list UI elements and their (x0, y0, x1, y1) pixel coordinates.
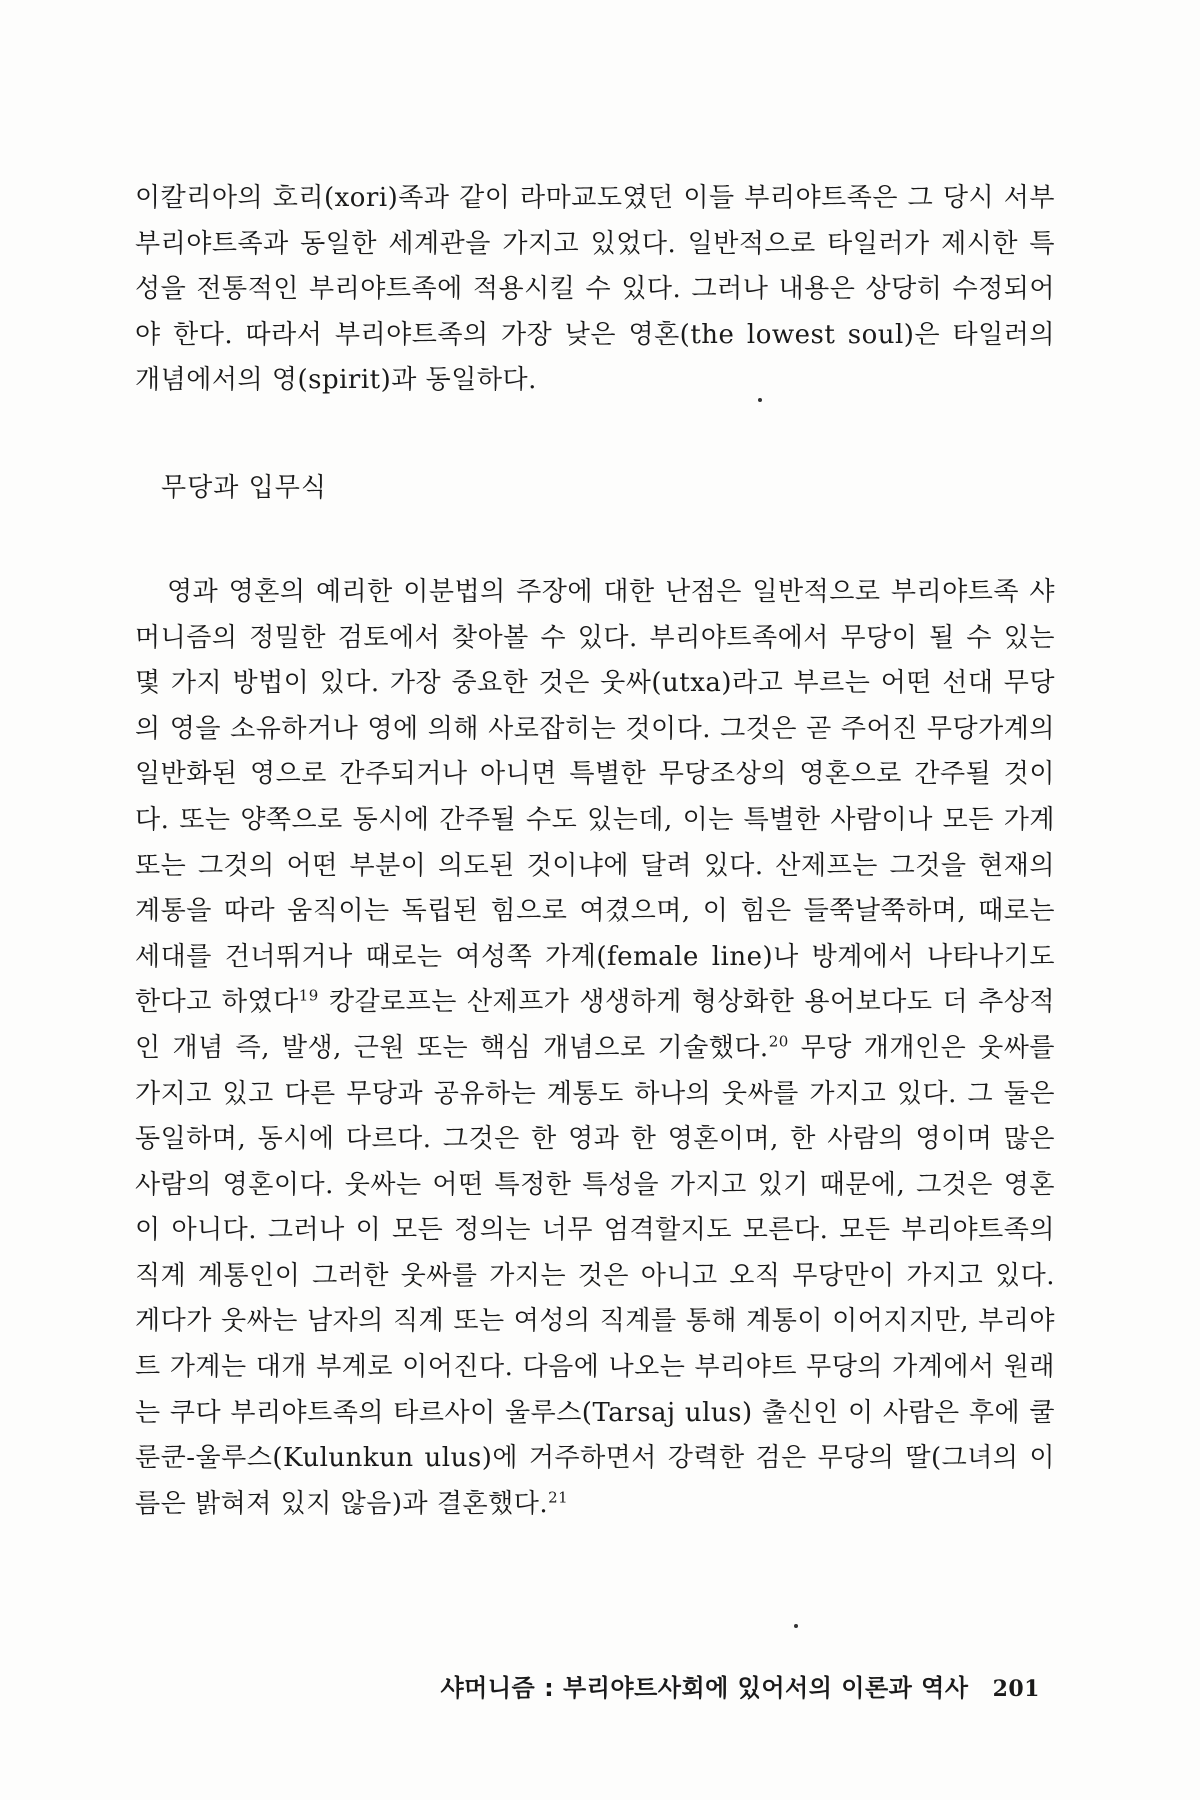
page-number: 201 (992, 1676, 1040, 1702)
paragraph-text-part-1: 영과 영혼의 예리한 이분법의 주장에 대한 난점은 일반적으로 부리야트족 샤머니즘의 정밀한 검토에서 찾아볼 수 있다. 부리야트족에서 무당이 될 수 있는 몇 가지 방법이 있다. 가장 중요한 것은 웃싸(utxa)라고 부르는 어떤 선대 무당의 영을 소유하거나 영에 의해 사로잡히는 것이다. 그것은 곧 주어진 무당가계의 일반화된 영으로 간주되거나 아니면 특별한 무당조상의 영혼으로 간주될 것이다. 또는 양쪽으로 동시에 간주될 수도 있는데, 이는 특별한 사람이나 모든 가계 또는 그것의 어떤 부분이 의도된 것이냐에 달려 있다. 산제프는 그것을 현재의 계통을 따라 움직이는 독립된 힘으로 여겼으며, 이 힘은 들쭉날쭉하며, 때로는 세대를 건너뛰거나 때로는 여성쪽 가계(female line)나 방계에서 나타나기도 한다고 하였다 (135, 576, 1055, 1018)
section-heading: 무당과 입무식 (161, 472, 327, 503)
paragraph-text-part-3: 무당 개개인은 웃싸를 가지고 있고 다른 무당과 공유하는 계통도 하나의 웃싸를 가지고 있다. 그 둘은 동일하며, 동시에 다르다. 그것은 한 영과 한 영혼이며, 한 사람의 영이며 많은 사람의 영혼이다. 웃싸는 어떤 특정한 특성을 가지고 있기 때문에, 그것은 영혼이 아니다. 그러나 이 모든 정의는 너무 엄격할지도 모른다. 모든 부리야트족의 직계 계통인이 그러한 웃싸를 가지는 것은 아니고 오직 무당만이 가지고 있다. 게다가 웃싸는 남자의 직계 또는 여성의 직계를 통해 계통이 이어지지만, 부리야트 가계는 대개 부계로 이어진다. 다음에 나오는 부리야트 무당의 가계에서 원래는 쿠다 부리야트족의 타르사이 울루스(Tarsaj ulus) 출신인 이 사람은 후에 쿨룬쿤-울루스(Kulunkun ulus)에 거주하면서 강력한 검은 무당의 딸(그녀의 이름은 밝혀져 있지 않음)과 결혼했다. (135, 1032, 1055, 1519)
footnote-marker-20: 20 (768, 1032, 789, 1051)
footnote-marker-21: 21 (548, 1488, 569, 1507)
running-footer (400, 1668, 1040, 1703)
footnote-marker-19: 19 (298, 986, 319, 1005)
paragraph-worldview: 이칼리아의 호리(xori)족과 같이 라마교도였던 이들 부리야트족은 그 당시 서부 부리야트족과 동일한 세계관을 가지고 있었다. 일반적으로 타일러가 제시한 특성을 전통적인 부리야트족에 적용시킬 수 있다. 그러나 내용은 상당히 수정되어야 한다. 따라서 부리야트족의 가장 낮은 영혼(the lowest soul)은 타일러의 개념에서의 영(spirit)과 동일하다. (135, 183, 1055, 396)
running-title: 샤머니즘 : 부리야트사회에 있어서의 이론과 역사 (440, 1674, 969, 1702)
scan-speck (794, 1624, 798, 1628)
scan-speck (758, 398, 762, 402)
paragraph-shaman-initiation (135, 570, 1055, 1527)
paragraph-text-part-2: 캉갈로프는 산제프가 생생하게 형상화한 용어보다도 더 추상적인 개념 즉, 발생, 근원 또는 핵심 개념으로 기술했다. (135, 987, 1055, 1063)
page-body (135, 176, 1055, 1527)
